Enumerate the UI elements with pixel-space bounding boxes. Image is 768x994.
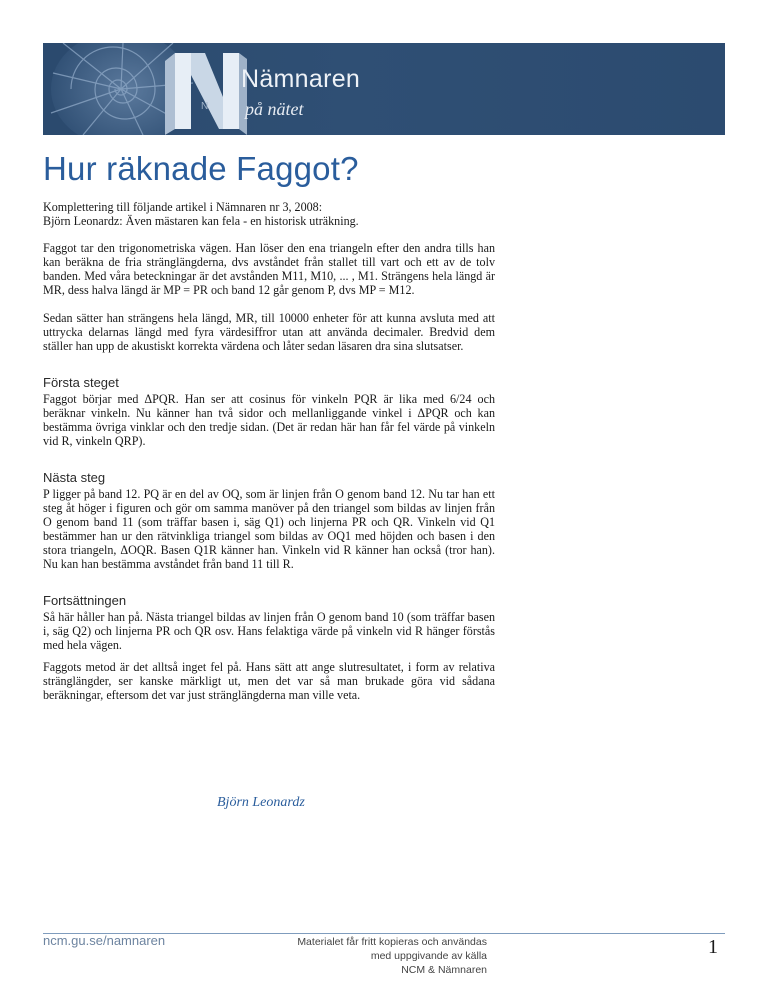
footer-notice-line: Materialet får fritt kopieras och användas <box>297 936 487 948</box>
intro-line: Komplettering till följande artikel i Nämnaren nr 3, 2008: <box>43 200 323 214</box>
page-title: Hur räknade Faggot? <box>43 150 359 187</box>
intro-text <box>43 200 495 228</box>
brand-name: Nämnaren <box>241 65 361 93</box>
paragraph: P ligger på band 12. PQ är en del av OQ, som är linjen från O genom band 12. Nu tar han ett steg åt höger i figuren och gör om samma manöver på den triangel som bildas av linjen från O genom band 11 (som träffar basen i, säg Q1) och linjerna PR och QR. Vinkeln vid Q1 bestämmer han ur den rätvinkliga triangel som bildas av OQ1 med höjden och basen i den stora triangeln, ΔOQR. Basen Q1R känner han. Vinkeln vid R känner han också (tror han). Nu kan han bestämma avståndet från band 11 till R. <box>43 487 495 571</box>
page-number: 1 <box>708 936 718 958</box>
paragraph: Sedan sätter han strängens hela längd, MR, till 10000 enheter för att kunna avsluta med att uttrycka delarnas längd med fyra värdesiffror utan att använda decimaler. Bredvid dem ställer han upp de akustiskt korrekta värdena och låter sedan läsaren dra sina slutsatser. <box>43 311 495 353</box>
author-signature: Björn Leonardz <box>217 795 305 810</box>
section-heading: Fortsättningen <box>43 593 127 608</box>
section-heading: Nästa steg <box>43 470 106 485</box>
intro-line: Björn Leonardz: Även mästaren kan fela - en historisk uträkning. <box>43 214 359 228</box>
header-banner <box>43 43 725 135</box>
svg-text:N: N <box>201 101 209 112</box>
paragraph: Så här håller han på. Nästa triangel bildas av linjen från O genom band 10 (som träffar basen i, säg Q2) och linjerna PR och QR osv. Hans felaktiga värde på vinkeln vid R hänger förstås med hela vägen. <box>43 610 495 652</box>
footer-notice <box>255 935 487 977</box>
section-heading: Första steget <box>43 375 119 390</box>
brand-subtitle: på nätet <box>245 99 304 119</box>
paragraph: Faggot tar den trigonometriska vägen. Han löser den ena triangeln efter den andra tills han kan beräkna de fria stränglängderna, dvs avståndet från stallet till vart och ett av de tolv banden. Med våra beteckningar är det avstånden M11, M10, ... , M1. Strängens hela längd är MR, dess halva längd är MP = PR och band 12 går genom P, dvs MP = M12. <box>43 241 495 297</box>
footer-notice-line: NCM & Nämnaren <box>401 964 487 976</box>
paragraph: Faggot börjar med ΔPQR. Han ser att cosinus för vinkeln PQR är lika med 6/24 och beräknar vinkeln. Nu känner han två sidor och mellanliggande vinkel i ΔPQR och kan bestämma övriga vinklar och den tredje sidan. (Det är redan här han får fel värde på vinkeln vid R, vinkeln QRP). <box>43 392 495 448</box>
paragraph: Faggots metod är det alltså inget fel på. Hans sätt att ange slutresultatet, i form av relativa stränglängder, ser kanske märkligt ut, men det var så man brukade göra vid sådana beräkningar, eftersom det var just stränglängderna man ville veta. <box>43 660 495 702</box>
article-body <box>43 200 495 716</box>
footer-notice-line: med uppgivande av källa <box>370 950 487 962</box>
footer-url[interactable]: ncm.gu.se/namnaren <box>43 933 166 948</box>
